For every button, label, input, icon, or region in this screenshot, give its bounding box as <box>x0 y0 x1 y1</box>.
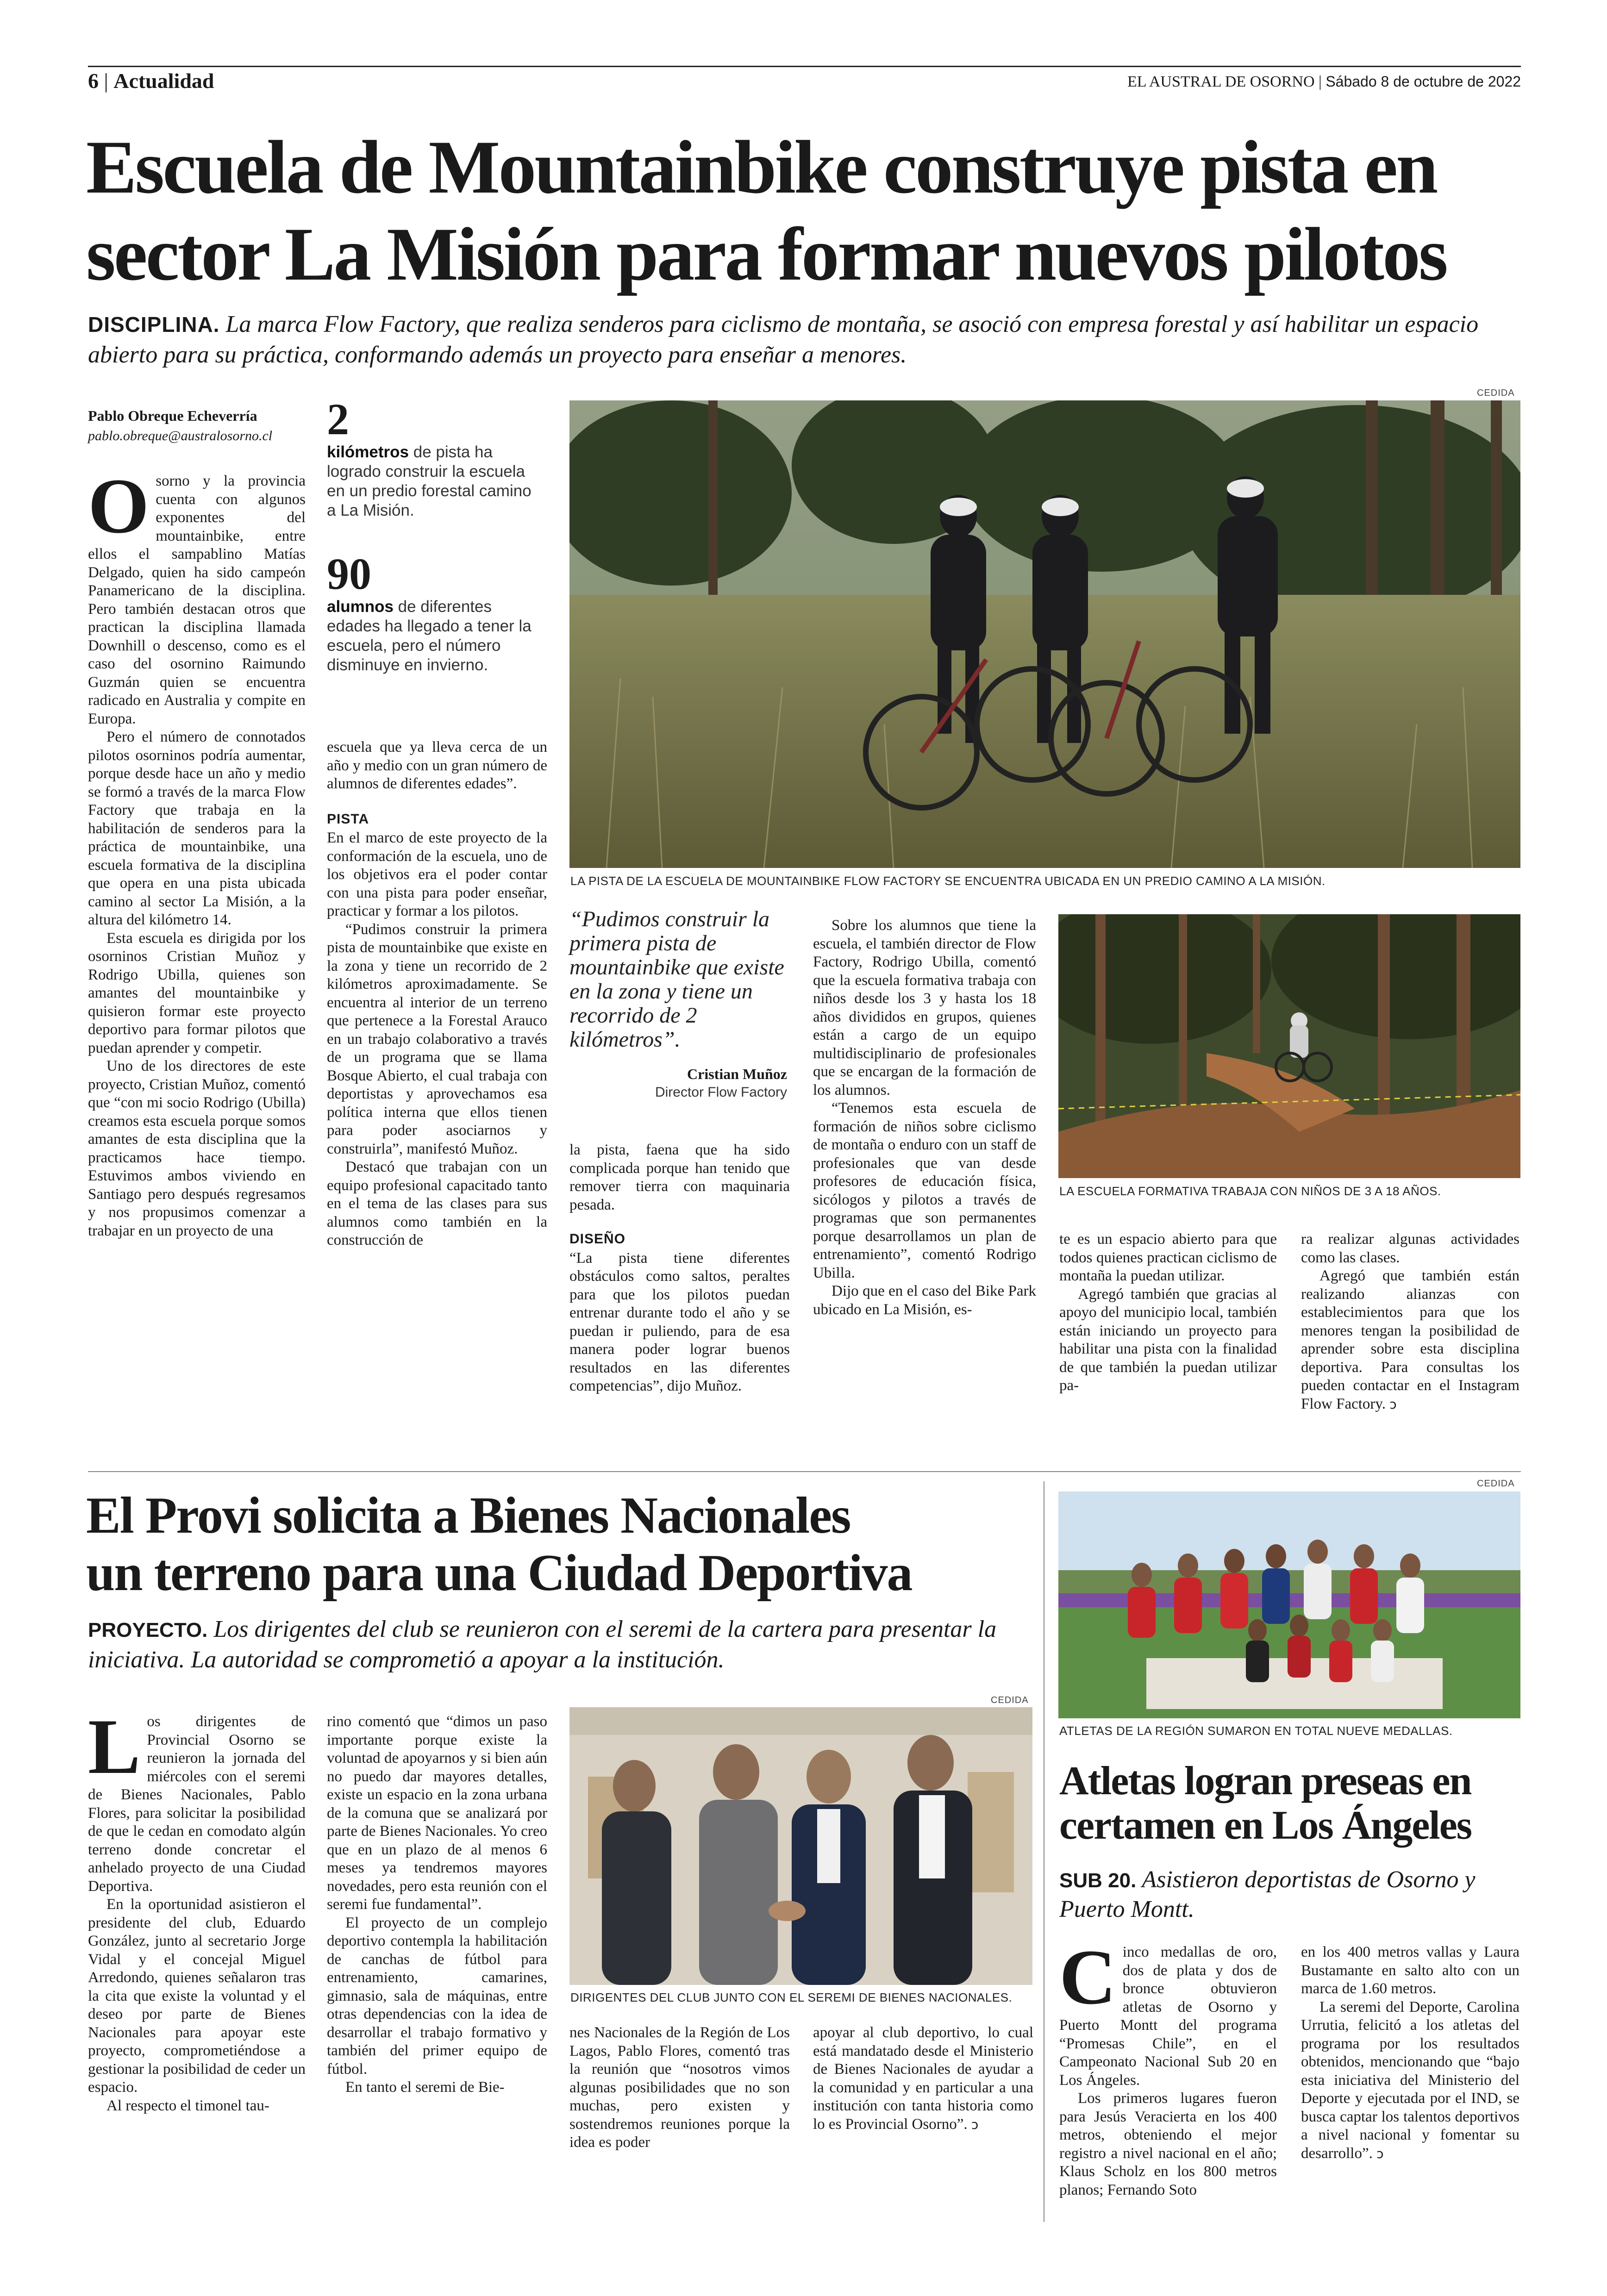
paragraph-text: La seremi del Deporte, Carolina Urrutia, felicitó a los atletas del programa por los resultados obtenidos, mencionando que “bajo esta iniciativa del Ministerio del Deporte y ejecutada por el IND, se busca captar los talentos deportivos a nivel nacional y fomentar su desarrollo”. <box>1301 1998 1519 2162</box>
paragraph-text: os dirigentes de Provincial Osorno se reunieron la jornada del miércoles con el seremi de Bienes Nacionales, Pablo Flores, para solicitar la posibilidad de que le cedan en comodato algún terreno donde concretar el anhelado proyecto de una Ciudad Deportiva. <box>88 1713 306 1895</box>
subhead-diseno: DISEÑO <box>569 1231 626 1247</box>
paragraph: Sobre los alumnos que tiene la escuela, el también director de Flow Factory, Rodrigo Ubilla, comentó que la escuela formativa trabaja con niños desde los 3 y hasta los 18 años divididos en grupos, quienes están a cargo de un equipo multidisciplinario de profesionales que se encargan de la formación de los alumnos. <box>813 917 1036 1098</box>
author-email: pablo.obreque@australosorno.cl <box>88 428 273 443</box>
photo-caption: LA PISTA DE LA ESCUELA DE MOUNTAINBIKE FLOW FACTORY SE ENCUENTRA UBICADA EN UN PREDIO CAMINO A LA MISIÓN. <box>570 874 1326 888</box>
dateline-divider: | <box>1319 73 1326 90</box>
article1-headline <box>86 124 1521 298</box>
drop-cap: L <box>88 1703 141 1790</box>
paragraph: Uno de los directores de este proyecto, Cristian Muñoz, comentó que “con mi socio Rodrigo (Ubilla) creamos esta escuela porque somos amantes de esta disciplina que la practicamos hace tiempo. Estuvimos ambos viviendo en Santiago pero después regresamos y nos propusimos comenzar a trabajar en un proyecto de una <box>88 1058 306 1239</box>
article3-headline <box>1059 1759 1522 1848</box>
mountainbike-riders-photo <box>569 400 1520 868</box>
article3-column-2 <box>1301 1943 1519 2163</box>
paper-dateline <box>1127 73 1521 91</box>
article1-column-1 <box>88 462 306 1240</box>
issue-date: Sábado 8 de octubre de 2022 <box>1326 73 1521 90</box>
paragraph: en los 400 metros vallas y Laura Bustamante en salto alto con un marca de 1.60 metros. <box>1301 1944 1519 1997</box>
article2-column-3 <box>569 2024 790 2152</box>
paragraph-text: Agregó que también están realizando alianzas con establecimientos para que los menores tengan la posibilidad de aprender sobre esta disciplina deportiva. Para consultas los pueden contactar en el Instagram Flow Factory. <box>1301 1267 1519 1412</box>
athletes-photo <box>1058 1491 1520 1718</box>
paragraph: Los primeros lugares fueron para Jesús Veracierta en los 400 metros, obteniendo el mejor registro a nivel nacional en el año; Klaus Scholz en los 800 metros planos; Fernando Soto <box>1059 2090 1277 2198</box>
article1-column-6 <box>1301 1230 1519 1413</box>
quote-role: Director Flow Factory <box>655 1085 787 1100</box>
athletes-illustration <box>1058 1491 1520 1718</box>
paragraph: Agregó también que gracias al apoyo del municipio local, también están iniciando un proyecto para habilitar una pista con la finalidad de que también la puedan utilizar pa- <box>1059 1285 1277 1394</box>
top-rule <box>88 66 1521 67</box>
article1-deck-text: La marca Flow Factory, que realiza senderos para ciclismo de montaña, se asoció con empresa forestal y así habilitar un espacio abierto para su práctica, conformando además un proyecto para enseñar a menores. <box>88 311 1479 368</box>
article1-deck <box>88 309 1519 370</box>
paragraph: la pista, faena que ha sido complicada porque han tenido que remover tierra con maquinaria pesada. <box>569 1142 790 1213</box>
section-name: Actualidad <box>113 69 214 93</box>
headline-line: sector La Misión para formar nuevos pilotos <box>86 212 1446 296</box>
paragraph: Dijo que en el caso del Bike Park ubicado en La Misión, es- <box>813 1283 1036 1318</box>
paragraph: “Pudimos construir la primera pista de mountainbike que existe en la zona y tiene un recorrido de 2 kilómetros aproximadamente. Se encuentra al interior de un terreno que pertenece a la Forestal Arauco en un trabajo colaborativo a través de un programa que se llama Bosque Abierto, el cual trabaja con deportistas y aprovechamos esa política interna que ellos tienen para poder asociarnos y construirla”, manifestó Muñoz. <box>327 921 547 1157</box>
paragraph: rino comentó que “dimos un paso importante porque existe la voluntad de apoyarnos y si bien aún no puedo dar mayores detalles, existe un espacio en la zona urbana de la comuna que se analizará por parte de Bienes Nacionales. Yo creo que en un plazo de al menos 6 meses ya tendremos mayores novedades, pero esta reunión con el seremi fue fundamental”. <box>327 1713 547 1913</box>
paragraph: “La pista tiene diferentes obstáculos como saltos, peraltes para que los pilotos puedan entrenar durante todo el año y se puedan ir puliendo, para de esa manera poder lograr buenos resultados en las diferentes competencias”, dijo Muñoz. <box>569 1249 790 1394</box>
photo-credit: CEDIDA <box>1477 388 1515 398</box>
paragraph: Pero el número de connotados pilotos osorninos podría aumentar, porque desde hace un año y medio se formó a través de la marca Flow Factory que trabaja en la habilitación de senderos para la práctica de mountainbike, una escuela formativa de la disciplina que opera en una pista ubicada camino al sector La Misión, a la altura del kilómetro 14. <box>88 729 306 928</box>
paragraph <box>813 2024 1033 2134</box>
drop-cap: C <box>1059 1934 1116 2021</box>
article2-kicker: PROYECTO. <box>88 1619 208 1641</box>
stat-description <box>327 597 544 675</box>
paragraph: te es un espacio abierto para que todos quienes practican ciclismo de montaña la puedan utilizar. <box>1059 1231 1277 1284</box>
photo-caption: ATLETAS DE LA REGIÓN SUMARON EN TOTAL NUEVE MEDALLAS. <box>1059 1724 1453 1738</box>
photo-credit: CEDIDA <box>991 1695 1029 1705</box>
paragraph: Al respecto el timonel tau- <box>106 2097 269 2114</box>
page-number: 6 <box>88 69 99 93</box>
article1-column-5 <box>1059 1230 1277 1395</box>
byline <box>88 407 301 444</box>
paragraph: El proyecto de un complejo deportivo contempla la habilitación de canchas de fútbol para entrenamiento, camarines, gimnasio, sala de máquinas, entre otras dependencias con la idea de desarrollar el trabajo formativo y también del primer equipo de fútbol. <box>327 1914 547 2078</box>
photo-caption: LA ESCUELA FORMATIVA TRABAJA CON NIÑOS DE 3 A 18 AÑOS. <box>1059 1184 1441 1198</box>
photo-credit: CEDIDA <box>1477 1479 1515 1489</box>
stat-text: de diferentes edades ha llegado a tener la escuela, pero el número disminuye en invierno. <box>327 598 531 674</box>
quote-author: Cristian Muñoz <box>687 1066 787 1082</box>
stat-description <box>327 443 544 520</box>
headline-line: Escuela de Mountainbike construye pista en <box>86 125 1437 209</box>
paragraph <box>88 1703 306 1896</box>
paragraph-text: sorno y la provincia cuenta con algunos exponentes del mountainbike, entre ellos el sampablino Matías Delgado, quien ha sido campeón Panamericano de la disciplina. Pero también destacan otros que practican la disciplina llamada Downhill o descenso, como es el caso del osornino Raimundo Guzmán quien se encuentra radicado en Australia y compite en Europa. <box>88 473 306 727</box>
quote-text: “Pudimos construir la primera pista de mountainbike que existe en la zona y tiene un recorrido de 2 kilómetros”. <box>569 907 784 1052</box>
meeting-illustration <box>569 1707 1032 1985</box>
end-mark-icon: ↄ <box>971 2116 979 2132</box>
author-name: Pablo Obreque Echeverría <box>88 407 257 424</box>
forest-trail-photo <box>1058 914 1520 1178</box>
article2-headline <box>86 1487 1035 1602</box>
paragraph <box>1301 1998 1519 2163</box>
headline-line: certamen en Los Ángeles <box>1059 1803 1472 1848</box>
section-rule <box>88 1471 1521 1472</box>
drop-cap: O <box>88 462 150 549</box>
stat-number: 2 <box>327 394 349 444</box>
stat-number: 90 <box>327 549 371 599</box>
article2-deck <box>88 1615 1032 1675</box>
folio-divider: | <box>104 69 114 93</box>
article2-deck-text: Los dirigentes del club se reunieron con el seremi de la cartera para presentar la iniciativa. La autoridad se comprometió a apoyar a la institución. <box>88 1616 997 1673</box>
pull-quote <box>569 907 787 1100</box>
stat-label: kilómetros <box>327 443 409 461</box>
paragraph <box>1301 1267 1519 1413</box>
paragraph: Destacó que trabajan con un equipo profesional capacitado tanto en el tema de las clases para sus alumnos como también en la construcción de <box>327 1159 547 1248</box>
stat-text: de pista ha logrado construir la escuela en un predio forestal camino a La Misión. <box>327 443 531 519</box>
paragraph-text: inco medallas de oro, dos de plata y dos de bronce obtuvieron atletas de Osorno y Puerto Montt del programa “Promesas Chile”, en el Campeonato Nacional Sub 20 en Los Ángeles. <box>1059 1944 1277 2089</box>
article1-column-3 <box>569 1141 790 1396</box>
trail-illustration <box>1058 914 1520 1178</box>
article3-column-1 <box>1059 1934 1277 2199</box>
article3-deck-text: Asistieron deportistas de Osorno y Puerto Montt. <box>1059 1866 1476 1922</box>
article2-column-2 <box>327 1713 547 2097</box>
paragraph: escuela que ya lleva cerca de un año y medio con un gran número de alumnos de diferentes edades”. <box>327 739 547 792</box>
paragraph: “Tenemos esta escuela de formación de niños sobre ciclismo de montaña o enduro con un staff de profesionales que van desde profesores de educación física, sicólogos y pilotos a través de programas que son permanentes porque desarrollamos un plan de entrenamiento”, comentó Rodrigo Ubilla. <box>813 1100 1036 1281</box>
headline-line: Atletas logran preseas en <box>1059 1759 1471 1803</box>
article2-column-1 <box>88 1703 306 2115</box>
paragraph <box>1059 1934 1277 2090</box>
club-meeting-photo <box>569 1707 1032 1985</box>
article1-kicker: DISCIPLINA. <box>88 312 220 337</box>
headline-line: El Provi solicita a Bienes Nacionales <box>86 1487 850 1544</box>
paragraph: En el marco de este proyecto de la conformación de la escuela, uno de los objetivos era el poder contar con una pista para poder enseñar, practicar y formar a los pilotos. <box>327 830 547 919</box>
paragraph: En tanto el seremi de Bie- <box>345 2079 505 2096</box>
article3-deck <box>1059 1866 1522 1924</box>
subhead-pista: PISTA <box>327 811 369 827</box>
end-mark-icon: ↄ <box>1389 1396 1397 1412</box>
headline-line: un terreno para una Ciudad Deportiva <box>86 1544 912 1602</box>
paragraph: ra realizar algunas actividades como las clases. <box>1301 1231 1519 1266</box>
paragraph: En la oportunidad asistieron el presidente del club, Eduardo González, junto al secretario Jorge Vidal y el concejal Miguel Arredondo, quienes señalaron tras la cita que existe la voluntad y el deseo por parte de Bienes Nacionales para apoyar este proyecto, comprometiéndose a gestionar la posibilidad de ceder un espacio. <box>88 1896 306 2096</box>
article1-column-4 <box>813 917 1036 1319</box>
photo-caption: DIRIGENTES DEL CLUB JUNTO CON EL SEREMI DE BIENES NACIONALES. <box>570 1990 1013 2004</box>
page-folio <box>88 69 214 93</box>
stat-label: alumnos <box>327 598 394 616</box>
article1-column-2 <box>327 738 547 1250</box>
article2-column-4 <box>813 2024 1033 2134</box>
paragraph: nes Nacionales de la Región de Los Lagos, Pablo Flores, comentó tras la reunión que “nosotros vimos algunas posibilidades que no son muchas, pero existen y sostendremos reuniones porque la idea es poder <box>569 2024 790 2151</box>
paper-name: EL AUSTRAL DE OSORNO <box>1127 73 1315 90</box>
stat-students <box>327 551 544 675</box>
end-mark-icon: ↄ <box>1376 2146 1384 2161</box>
paragraph <box>88 462 306 728</box>
riders-illustration <box>569 400 1520 868</box>
article3-kicker: SUB 20. <box>1059 1869 1137 1892</box>
paragraph: Esta escuela es dirigida por los osorninos Cristian Muñoz y Rodrigo Ubilla, quienes son amantes del mountainbike y quisieron formar este proyecto deportivo para formar pilotos que puedan aprender y competir. <box>88 930 306 1056</box>
paragraph-text: apoyar al club deportivo, lo cual está mandatado desde el Ministerio de Bienes Nacionales de ayudar a la comunidad y en particular a una institución con tanta historia como lo es Provincial Osorno”. <box>813 2024 1033 2133</box>
stat-kilometers <box>327 396 544 520</box>
